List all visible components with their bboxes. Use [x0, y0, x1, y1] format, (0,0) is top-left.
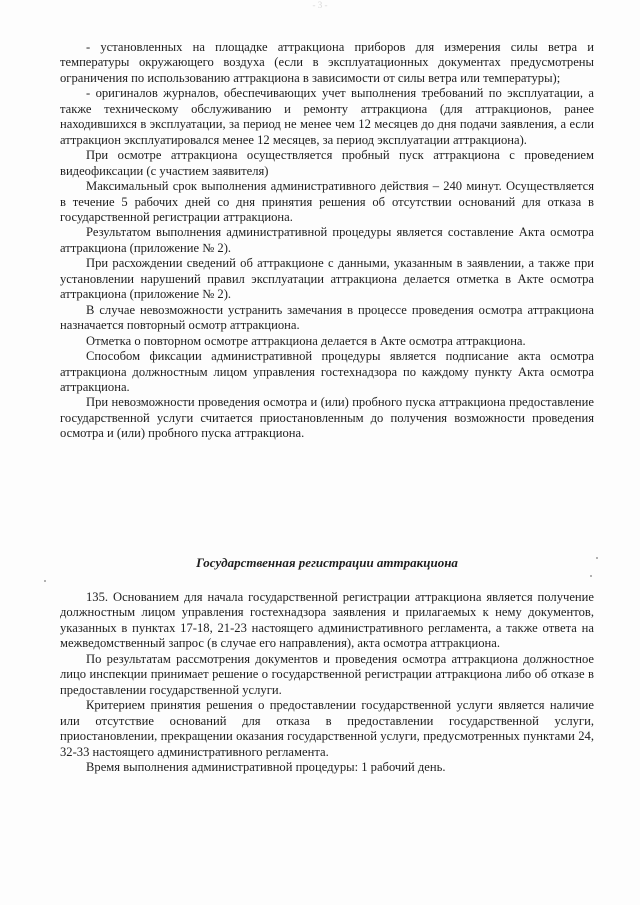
registration-section — [60, 590, 594, 775]
paragraph-result: Результатом выполнения административной процедуры является составление Акта осмотра аттракциона (приложение № 2). — [60, 225, 594, 255]
paragraph-trial-run: При осмотре аттракциона осуществляется пробный пуск аттракциона с проведением видеофиксации (с участием заявителя) — [60, 148, 594, 178]
paragraph-criterion: Критерием принятия решения о предоставлении государственной услуги является наличие или отсутствие оснований для отказа в предоставлении государственной услуги, приостановлении, прекращении оказания государственной услуги, предусмотренных пунктами 24, 32-33 настоящего административного регламента. — [60, 698, 594, 759]
paragraph-decision: По результатам рассмотрения документов и проведения осмотра аттракциона должностное лицо инспекции принимает решение о государственной регистрации аттракциона либо об отказе в предоставлении государственной услуги. — [60, 651, 594, 697]
paragraph-135-basis: 135. Основанием для начала государственной регистрации аттракциона является получение должностным лицом управления гостехнадзора заявления и прилагаемых к нему документов, указанных в пунктах 17-18, 21-23 настоящего административного регламента, а также ответа на межведомственный запрос (в случае его направления), акта осмотра аттракциона. — [60, 590, 594, 651]
section-heading: Государственная регистрации аттракциона — [196, 555, 458, 570]
paragraph-wind-instruments: - установленных на площадке аттракциона приборов для измерения силы ветра и температуры окружающего воздуха (если в эксплуатационных документах предусмотрены ограничения по использованию аттракциона в зависимости от силы ветра или температуры); — [60, 40, 594, 85]
scan-speck — [596, 557, 598, 559]
page-number: - 3 - — [312, 0, 328, 10]
paragraph-suspension: При невозможности проведения осмотра и (или) пробного пуска аттракциона предоставление государственной услуги считается приостановленным до получения возможности проведения осмотра и (или) пробного пуска аттракциона. — [60, 395, 594, 441]
paragraph-duration: Время выполнения административной процедуры: 1 рабочий день. — [86, 759, 446, 774]
scan-speck — [44, 580, 46, 582]
paragraph-reinspection: В случае невозможности устранить замечания в процессе проведения осмотра аттракциона назначается повторный осмотр аттракциона. — [60, 302, 594, 333]
paragraph-fixation-method: Способом фиксации административной процедуры является подписание акта осмотра аттракциона должностным лицом управления гостехнадзора по каждому пункту Акта осмотра аттракциона. — [60, 349, 594, 394]
paragraph-reinspection-note: Отметка о повторном осмотре аттракциона делается в Акте осмотра аттракциона. — [86, 333, 526, 348]
scan-speck — [590, 575, 592, 577]
inspection-section — [60, 40, 594, 442]
paragraph-discrepancy: При расхождении сведений об аттракционе с данными, указанным в заявлении, а также при установлении нарушений правил эксплуатации аттракциона делается отметка в Акте осмотра аттракциона (приложение № 2). — [60, 256, 594, 302]
paragraph-max-duration: Максимальный срок выполнения административного действия – 240 минут. Осуществляется в течение 5 рабочих дней со дня принятия решения об отсутствии оснований для отказа в государственной регистрации аттракциона. — [60, 179, 594, 224]
paragraph-journals: - оригиналов журналов, обеспечивающих учет выполнения требований по эксплуатации, а также техническому обслуживанию и ремонту аттракциона (для аттракционов, ранее находившихся в эксплуатации, за период не менее чем 12 месяцев до дня подачи заявления, а если аттракцион эксплуатировался менее 12 месяцев, за период эксплуатации аттракциона). — [60, 86, 594, 147]
